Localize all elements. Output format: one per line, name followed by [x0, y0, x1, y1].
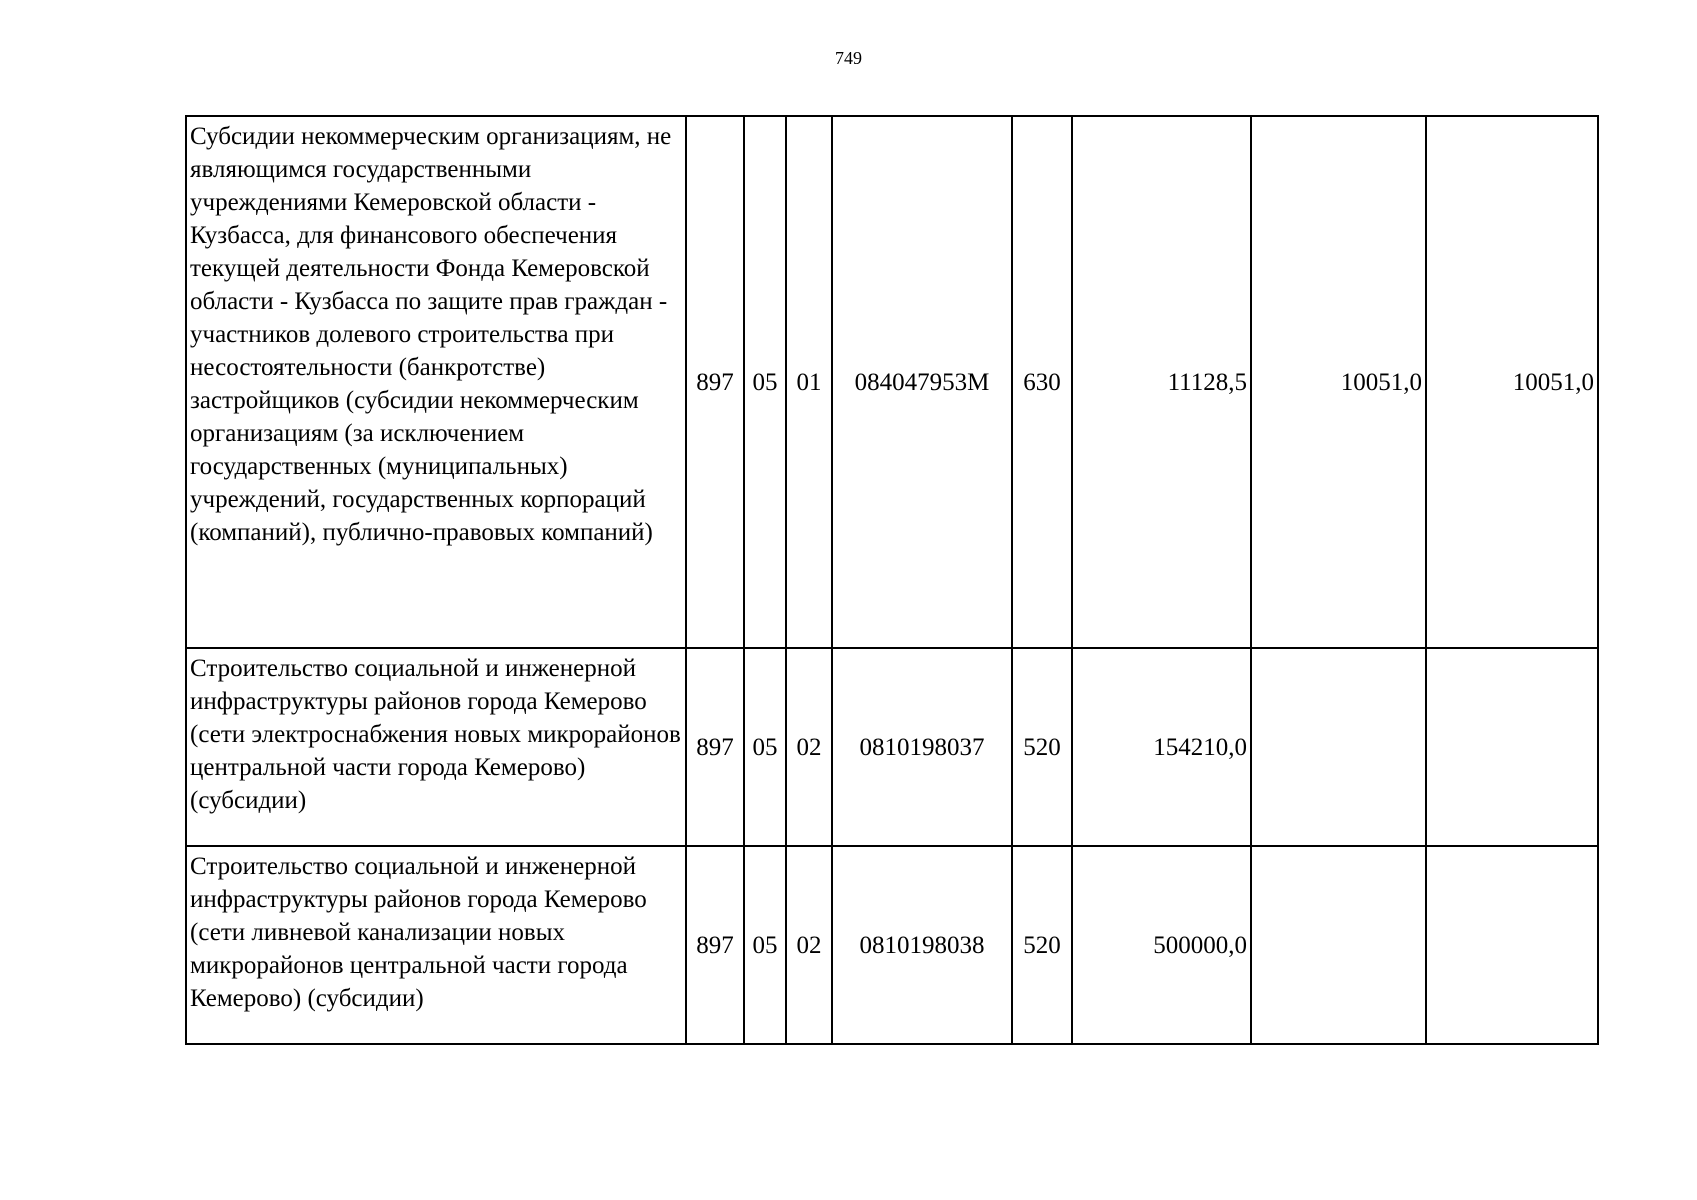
amount-2	[1251, 846, 1426, 1044]
expense-type-code: 520	[1012, 648, 1072, 846]
subsection-code: 02	[786, 846, 832, 1044]
ministry-code: 897	[686, 846, 744, 1044]
amount-2: 10051,0	[1251, 116, 1426, 648]
amount-1: 500000,0	[1072, 846, 1251, 1044]
section-code: 05	[744, 648, 786, 846]
row-description: Строительство социальной и инженерной инфраструктуры районов города Кемерово (сети электроснабжения новых микрорайонов центральной части города Кемерово) (субсидии)	[186, 648, 686, 846]
amount-2	[1251, 648, 1426, 846]
ministry-code: 897	[686, 116, 744, 648]
subsection-code: 01	[786, 116, 832, 648]
amount-1: 11128,5	[1072, 116, 1251, 648]
expense-type-code: 630	[1012, 116, 1072, 648]
budget-table	[185, 115, 1599, 1045]
table-row	[186, 116, 1598, 648]
table-row	[186, 846, 1598, 1044]
target-article-code: 0810198037	[832, 648, 1012, 846]
amount-3: 10051,0	[1426, 116, 1598, 648]
row-description: Строительство социальной и инженерной инфраструктуры районов города Кемерово (сети ливневой канализации новых микрорайонов центральной части города Кемерово) (субсидии)	[186, 846, 686, 1044]
amount-3	[1426, 846, 1598, 1044]
amount-1: 154210,0	[1072, 648, 1251, 846]
target-article-code: 084047953М	[832, 116, 1012, 648]
ministry-code: 897	[686, 648, 744, 846]
table-row	[186, 648, 1598, 846]
section-code: 05	[744, 116, 786, 648]
amount-3	[1426, 648, 1598, 846]
expense-type-code: 520	[1012, 846, 1072, 1044]
row-description: Субсидии некоммерческим организациям, не являющимся государственными учреждениями Кемеровской области - Кузбасса, для финансового обеспечения текущей деятельности Фонда Кемеровской области - Кузбасса по защите прав граждан - участников долевого строительства при несостоятельности (банкротстве) застройщиков (субсидии некоммерческим организациям (за исключением государственных (муниципальных) учреждений, государственных корпораций (компаний), публично-правовых компаний)	[186, 116, 686, 648]
section-code: 05	[744, 846, 786, 1044]
subsection-code: 02	[786, 648, 832, 846]
page-number: 749	[835, 48, 862, 68]
target-article-code: 0810198038	[832, 846, 1012, 1044]
